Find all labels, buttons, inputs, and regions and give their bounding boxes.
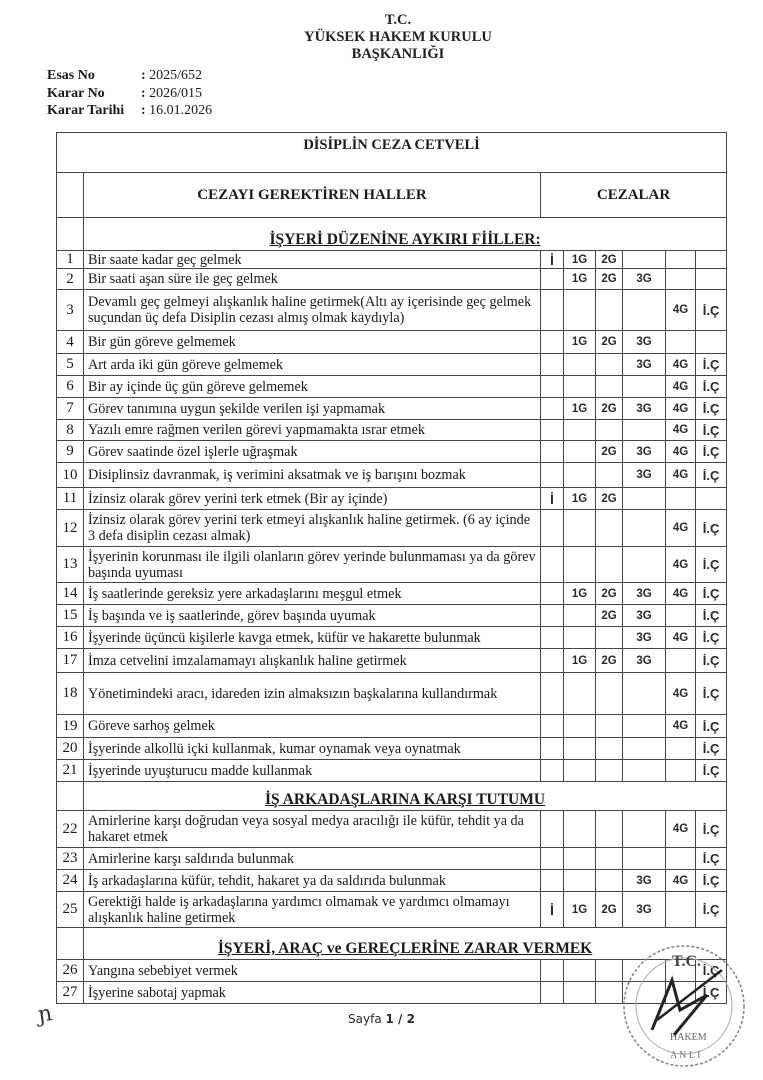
penalty-cell-4g: 4G (666, 811, 696, 848)
table-row (57, 715, 727, 738)
penalty-cell-i (541, 960, 564, 982)
row-number: 16 (57, 627, 84, 649)
penalty-cell-3g: 3G (623, 870, 666, 892)
penalty-cell-iç: İ.Ç (696, 870, 727, 892)
penalty-cell-i (541, 811, 564, 848)
penalty-cell-4g: 4G (666, 441, 696, 463)
penalty-cell-i (541, 290, 564, 331)
penalty-cell-4g: 4G (666, 463, 696, 488)
penalty-cell-3g (623, 738, 666, 760)
penalty-cell-iç: İ.Ç (696, 547, 727, 583)
penalty-cell-3g (623, 715, 666, 738)
row-number: 23 (57, 848, 84, 870)
row-number: 25 (57, 892, 84, 928)
penalty-cell-3g: 3G (623, 892, 666, 928)
document-header (0, 12, 763, 63)
table-title-row (57, 133, 727, 173)
penalty-cell-iç: İ.Ç (696, 627, 727, 649)
penalty-cell-2g (596, 760, 623, 782)
penalty-cell-4g: 4G (666, 627, 696, 649)
penalty-cell-i (541, 605, 564, 627)
table-row (57, 269, 727, 290)
penalty-cell-1g: 1G (564, 488, 596, 510)
penalty-cell-iç: İ.Ç (696, 420, 727, 441)
penalty-cell-3g: 3G (623, 354, 666, 376)
penalty-cell-i: İ (541, 251, 564, 269)
penalty-cell-1g (564, 420, 596, 441)
row-description: Bir ay içinde üç gün göreve gelmemek (84, 376, 541, 398)
penalty-cell-iç: İ.Ç (696, 982, 727, 1004)
table-column-header-row (57, 173, 727, 218)
penalty-cell-1g (564, 870, 596, 892)
meta-esas-no: Esas No : 2025/652 (47, 67, 212, 85)
page-number: 1 / 2 (385, 1012, 415, 1026)
penalty-cell-1g (564, 441, 596, 463)
row-description: Yangına sebebiyet vermek (84, 960, 541, 982)
penalty-cell-2g (596, 290, 623, 331)
penalty-cell-3g (623, 290, 666, 331)
penalty-cell-4g (666, 488, 696, 510)
penalty-cell-3g (623, 420, 666, 441)
row-description: İşyerine sabotaj yapmak (84, 982, 541, 1004)
row-description: Devamlı geç gelmeyi alışkanlık haline getirmek(Altı ay içerisinde geç gelmek suçundan üç defa Disiplin cezası almış olmak kaydıyla) (84, 290, 541, 331)
penalty-cell-i (541, 673, 564, 715)
table-title: DİSİPLİN CEZA CETVELİ (57, 133, 727, 173)
meta-karar-tarihi: Karar Tarihi : 16.01.2026 (47, 102, 212, 120)
penalty-cell-2g (596, 848, 623, 870)
penalty-cell-2g (596, 354, 623, 376)
row-number: 18 (57, 673, 84, 715)
row-number: 2 (57, 269, 84, 290)
table-row (57, 488, 727, 510)
table-row (57, 398, 727, 420)
table-row (57, 354, 727, 376)
row-description: Gerektiği halde iş arkadaşlarına yardımcı olmamak ve yardımcı olmamayı alışkanlık haline getirmek (84, 892, 541, 928)
penalty-cell-1g (564, 848, 596, 870)
penalty-cell-2g (596, 510, 623, 547)
penalty-cell-i (541, 760, 564, 782)
row-description: İşyerinde uyuşturucu madde kullanmak (84, 760, 541, 782)
penalty-cell-i (541, 870, 564, 892)
penalty-cell-4g (666, 605, 696, 627)
row-number: 26 (57, 960, 84, 982)
penalty-cell-2g: 2G (596, 649, 623, 673)
penalty-cell-3g (623, 547, 666, 583)
penalty-cell-1g (564, 627, 596, 649)
row-description: Görev tanımına uygun şekilde verilen işi yapmamak (84, 398, 541, 420)
table-row (57, 870, 727, 892)
meta-karar-no: Karar No : 2026/015 (47, 85, 212, 103)
penalty-cell-3g: 3G (623, 649, 666, 673)
penalty-cell-4g (666, 848, 696, 870)
table-row (57, 738, 727, 760)
penalty-cell-1g (564, 760, 596, 782)
penalty-cell-2g: 2G (596, 605, 623, 627)
column-header-conditions: CEZAYI GEREKTİREN HALLER (84, 173, 541, 218)
section-row (57, 782, 727, 811)
penalty-cell-2g: 2G (596, 251, 623, 269)
penalty-cell-iç: İ.Ç (696, 892, 727, 928)
table-row (57, 251, 727, 269)
table-row (57, 331, 727, 354)
row-description: Görev saatinde özel işlerle uğraşmak (84, 441, 541, 463)
penalty-cell-iç (696, 331, 727, 354)
penalty-cell-4g (666, 892, 696, 928)
table-row (57, 649, 727, 673)
table-row (57, 605, 727, 627)
row-number: 22 (57, 811, 84, 848)
page-label: Sayfa (348, 1012, 382, 1026)
row-description: İşyerinin korunması ile ilgili olanların görev yerinde bulunmaması ya da görev başında uyuması (84, 547, 541, 583)
row-description: İş başında ve iş saatlerinde, görev başında uyumak (84, 605, 541, 627)
penalty-cell-iç (696, 251, 727, 269)
penalty-cell-2g (596, 715, 623, 738)
table-row (57, 811, 727, 848)
penalty-cell-iç: İ.Ç (696, 811, 727, 848)
table-row (57, 376, 727, 398)
penalty-cell-2g: 2G (596, 441, 623, 463)
row-number: 24 (57, 870, 84, 892)
header-line-tc: T.C. (384, 12, 412, 28)
penalty-cell-iç: İ.Ç (696, 715, 727, 738)
penalty-cell-iç: İ.Ç (696, 354, 727, 376)
svg-text:T.C.: T.C. (672, 953, 702, 970)
penalty-cell-iç: İ.Ç (696, 463, 727, 488)
penalty-table (56, 132, 727, 1004)
penalty-cell-i (541, 738, 564, 760)
table-row (57, 627, 727, 649)
row-description: Bir saati aşan süre ile geç gelmek (84, 269, 541, 290)
row-description: İmza cetvelini imzalamamayı alışkanlık haline getirmek (84, 649, 541, 673)
penalty-cell-3g (623, 848, 666, 870)
penalty-cell-2g: 2G (596, 488, 623, 510)
penalty-cell-2g: 2G (596, 269, 623, 290)
penalty-cell-iç: İ.Ç (696, 760, 727, 782)
row-number: 19 (57, 715, 84, 738)
penalty-cell-i (541, 715, 564, 738)
row-number: 1 (57, 251, 84, 269)
penalty-cell-4g (666, 738, 696, 760)
penalty-cell-1g (564, 354, 596, 376)
header-line-institution: YÜKSEK HAKEM KURULU (304, 29, 492, 45)
penalty-cell-iç: İ.Ç (696, 738, 727, 760)
penalty-cell-2g: 2G (596, 398, 623, 420)
penalty-cell-3g (623, 251, 666, 269)
row-description: İzinsiz olarak görev yerini terk etmek (Bir ay içinde) (84, 488, 541, 510)
official-seal-stamp (612, 940, 752, 1072)
penalty-cell-i (541, 420, 564, 441)
penalty-cell-3g: 3G (623, 605, 666, 627)
penalty-cell-1g (564, 463, 596, 488)
penalty-cell-iç: İ.Ç (696, 510, 727, 547)
penalty-cell-4g (666, 331, 696, 354)
penalty-cell-2g (596, 673, 623, 715)
table-row (57, 463, 727, 488)
row-number: 4 (57, 331, 84, 354)
penalty-cell-4g (666, 251, 696, 269)
penalty-cell-i (541, 583, 564, 605)
penalty-cell-3g: 3G (623, 398, 666, 420)
row-number: 8 (57, 420, 84, 441)
row-number: 12 (57, 510, 84, 547)
penalty-cell-1g: 1G (564, 892, 596, 928)
penalty-cell-i: İ (541, 488, 564, 510)
penalty-cell-i (541, 510, 564, 547)
row-number: 21 (57, 760, 84, 782)
row-number: 20 (57, 738, 84, 760)
section-title: İŞYERİ DÜZENİNE AYKIRI FİİLLER: (84, 218, 727, 251)
table-row (57, 760, 727, 782)
table-row (57, 892, 727, 928)
table-row (57, 673, 727, 715)
penalty-cell-1g (564, 811, 596, 848)
penalty-cell-4g: 4G (666, 583, 696, 605)
table-row (57, 510, 727, 547)
penalty-cell-4g: 4G (666, 354, 696, 376)
penalty-cell-2g (596, 870, 623, 892)
penalty-cell-i (541, 269, 564, 290)
penalty-cell-1g (564, 960, 596, 982)
penalty-cell-3g: 3G (623, 269, 666, 290)
row-description: Amirlerine karşı saldırıda bulunmak (84, 848, 541, 870)
row-number: 3 (57, 290, 84, 331)
penalty-cell-4g: 4G (666, 510, 696, 547)
table-row (57, 583, 727, 605)
row-number: 17 (57, 649, 84, 673)
penalty-cell-2g (596, 627, 623, 649)
penalty-cell-i (541, 649, 564, 673)
penalty-cell-4g (666, 760, 696, 782)
penalty-cell-1g (564, 376, 596, 398)
penalty-cell-i (541, 376, 564, 398)
penalty-cell-iç: İ.Ç (696, 290, 727, 331)
penalty-cell-4g: 4G (666, 547, 696, 583)
penalty-cell-4g: 4G (666, 420, 696, 441)
penalty-cell-1g (564, 510, 596, 547)
penalty-cell-i (541, 627, 564, 649)
row-number: 15 (57, 605, 84, 627)
penalty-cell-iç: İ.Ç (696, 441, 727, 463)
penalty-cell-3g: 3G (623, 331, 666, 354)
penalty-cell-i: İ (541, 892, 564, 928)
penalty-cell-iç: İ.Ç (696, 398, 727, 420)
penalty-cell-iç: İ.Ç (696, 605, 727, 627)
page-footer (0, 1012, 763, 1026)
penalty-cell-4g: 4G (666, 398, 696, 420)
row-number: 13 (57, 547, 84, 583)
penalty-cell-i (541, 848, 564, 870)
penalty-cell-4g (666, 649, 696, 673)
row-description: Amirlerine karşı doğrudan veya sosyal medya aracılığı ile küfür, tehdit ya da hakaret etmek (84, 811, 541, 848)
penalty-cell-1g (564, 547, 596, 583)
row-description: Yazılı emre rağmen verilen görevi yapmamakta ısrar etmek (84, 420, 541, 441)
table-row (57, 547, 727, 583)
penalty-cell-3g: 3G (623, 463, 666, 488)
penalty-cell-3g: 3G (623, 583, 666, 605)
row-description: Göreve sarhoş gelmek (84, 715, 541, 738)
table-row (57, 848, 727, 870)
penalty-cell-i (541, 398, 564, 420)
penalty-cell-1g: 1G (564, 251, 596, 269)
row-description: İzinsiz olarak görev yerini terk etmeyi alışkanlık haline getirmek. (6 ay içinde 3 defa disiplin cezası almak) (84, 510, 541, 547)
column-header-penalties: CEZALAR (541, 173, 727, 218)
row-description: İşyerinde alkollü içki kullanmak, kumar oynamak veya oynatmak (84, 738, 541, 760)
row-number: 9 (57, 441, 84, 463)
penalty-cell-4g: 4G (666, 870, 696, 892)
penalty-cell-3g: 3G (623, 441, 666, 463)
penalty-cell-i (541, 441, 564, 463)
penalty-cell-2g (596, 463, 623, 488)
penalty-cell-4g: 4G (666, 673, 696, 715)
penalty-cell-1g (564, 605, 596, 627)
handwritten-initial: ɲ (36, 1001, 54, 1028)
row-description: Bir gün göreve gelmemek (84, 331, 541, 354)
penalty-cell-1g (564, 715, 596, 738)
penalty-cell-1g: 1G (564, 331, 596, 354)
penalty-cell-iç (696, 488, 727, 510)
svg-text:A N L I: A N L I (670, 1050, 701, 1061)
penalty-cell-1g: 1G (564, 649, 596, 673)
penalty-cell-2g (596, 811, 623, 848)
table-row (57, 290, 727, 331)
penalty-cell-iç: İ.Ç (696, 673, 727, 715)
penalty-cell-3g (623, 376, 666, 398)
penalty-cell-iç: İ.Ç (696, 649, 727, 673)
penalty-cell-1g: 1G (564, 269, 596, 290)
header-line-presidency: BAŞKANLIĞI (351, 46, 445, 62)
row-number: 27 (57, 982, 84, 1004)
penalty-cell-2g: 2G (596, 583, 623, 605)
row-number: 6 (57, 376, 84, 398)
penalty-cell-1g (564, 738, 596, 760)
penalty-cell-4g: 4G (666, 290, 696, 331)
row-number: 14 (57, 583, 84, 605)
row-description: Art arda iki gün göreve gelmemek (84, 354, 541, 376)
penalty-cell-3g: 3G (623, 627, 666, 649)
penalty-cell-3g (623, 760, 666, 782)
row-number: 5 (57, 354, 84, 376)
penalty-cell-2g: 2G (596, 892, 623, 928)
penalty-cell-iç: İ.Ç (696, 848, 727, 870)
penalty-cell-1g (564, 982, 596, 1004)
penalty-cell-i (541, 463, 564, 488)
penalty-cell-2g (596, 376, 623, 398)
penalty-cell-4g (666, 269, 696, 290)
penalty-cell-i (541, 547, 564, 583)
penalty-cell-iç: İ.Ç (696, 376, 727, 398)
row-number: 7 (57, 398, 84, 420)
penalty-cell-3g (623, 811, 666, 848)
svg-text:HAKEM: HAKEM (670, 1032, 707, 1043)
penalty-cell-iç: İ.Ç (696, 960, 727, 982)
penalty-cell-4g: 4G (666, 376, 696, 398)
row-description: Disiplinsiz davranmak, iş verimini aksatmak ve iş barışını bozmak (84, 463, 541, 488)
penalty-cell-1g: 1G (564, 583, 596, 605)
row-description: Bir saate kadar geç gelmek (84, 251, 541, 269)
penalty-cell-4g: 4G (666, 715, 696, 738)
penalty-cell-i (541, 354, 564, 376)
penalty-cell-iç (696, 269, 727, 290)
penalty-cell-1g: 1G (564, 398, 596, 420)
row-number: 10 (57, 463, 84, 488)
row-number: 11 (57, 488, 84, 510)
section-row (57, 218, 727, 251)
row-description: İş arkadaşlarına küfür, tehdit, hakaret ya da saldırıda bulunmak (84, 870, 541, 892)
penalty-cell-2g (596, 738, 623, 760)
penalty-cell-3g (623, 673, 666, 715)
section-title: İŞ ARKADAŞLARINA KARŞI TUTUMU (84, 782, 727, 811)
penalty-cell-i (541, 331, 564, 354)
row-description: İş saatlerinde gereksiz yere arkadaşlarını meşgul etmek (84, 583, 541, 605)
penalty-cell-iç: İ.Ç (696, 583, 727, 605)
penalty-cell-2g (596, 420, 623, 441)
row-description: Yönetimindeki aracı, idareden izin almaksızın başkalarına kullandırmak (84, 673, 541, 715)
case-meta (47, 67, 212, 120)
row-description: İşyerinde üçüncü kişilerle kavga etmek, küfür ve hakarette bulunmak (84, 627, 541, 649)
penalty-cell-2g (596, 547, 623, 583)
penalty-cell-2g: 2G (596, 331, 623, 354)
section-title: İŞYERİ, ARAÇ ve GEREÇLERİNE ZARAR VERMEK (84, 928, 727, 960)
table-row (57, 441, 727, 463)
penalty-cell-1g (564, 673, 596, 715)
table-row (57, 420, 727, 441)
penalty-cell-1g (564, 290, 596, 331)
penalty-cell-3g (623, 488, 666, 510)
penalty-cell-i (541, 982, 564, 1004)
penalty-cell-3g (623, 510, 666, 547)
